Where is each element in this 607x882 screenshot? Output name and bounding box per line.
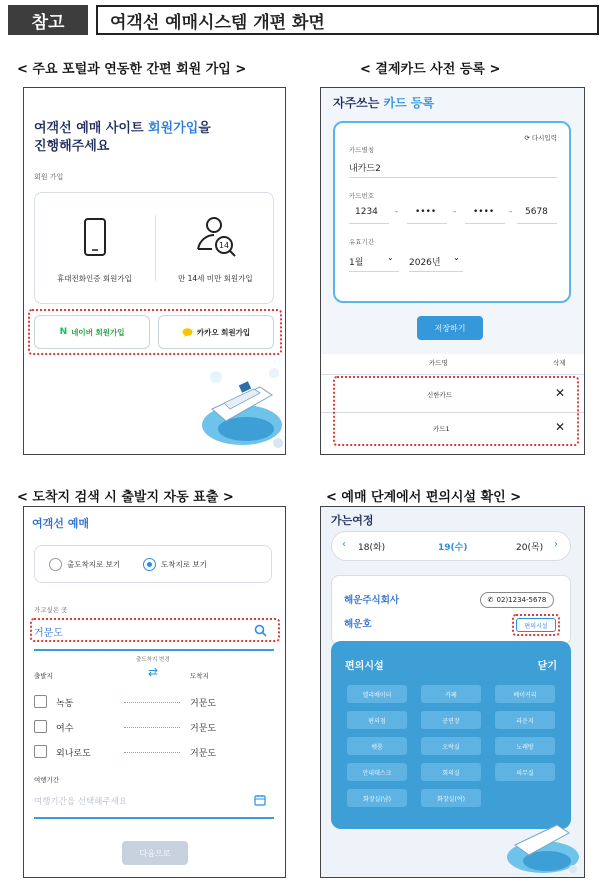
kakao-icon bbox=[182, 328, 193, 337]
swap-icon[interactable]: ⇄ bbox=[148, 665, 159, 679]
naver-icon: N bbox=[59, 327, 68, 337]
route-view-radio[interactable] bbox=[49, 558, 62, 571]
card-register-title: 자주쓰는 카드 등록 bbox=[333, 96, 435, 110]
signup-screen bbox=[23, 87, 286, 455]
expiry-label: 유효기간 bbox=[349, 238, 375, 246]
next-date[interactable]: 20(목) bbox=[516, 543, 544, 553]
reset-button[interactable]: ⟳ 다시입력 bbox=[524, 133, 557, 142]
facility-chip: 의무실 bbox=[495, 763, 555, 781]
card-number-3[interactable]: •••• bbox=[473, 207, 495, 217]
chevron-down-icon: ⌄ bbox=[453, 253, 460, 262]
prev-date[interactable]: 18(화) bbox=[358, 543, 386, 553]
signup-options-box bbox=[34, 192, 274, 304]
delete-icon[interactable]: ✕ bbox=[555, 386, 566, 400]
route-row[interactable]: 녹동 거문도 bbox=[24, 691, 286, 717]
number-label: 카드번호 bbox=[349, 192, 375, 200]
card-register-screen bbox=[320, 87, 585, 455]
ship-illustration bbox=[194, 363, 284, 451]
card-number-1[interactable]: 1234 bbox=[355, 207, 378, 217]
facility-chip: 화장실(남) bbox=[347, 789, 407, 807]
refresh-icon: ⟳ bbox=[524, 133, 530, 142]
facility-chip: 라운지 bbox=[495, 711, 555, 729]
card-row[interactable]: 신한카드 ✕ bbox=[427, 386, 566, 400]
company-name: 해운주식회사 bbox=[344, 595, 400, 606]
phone-signup-label: 휴대전화인증 회원가입 bbox=[57, 274, 132, 283]
next-date-icon[interactable]: › bbox=[554, 539, 558, 550]
card-number-2[interactable]: •••• bbox=[415, 207, 437, 217]
phone-button[interactable]: ✆ 02)1234-5678 bbox=[480, 592, 554, 608]
card-list-highlight bbox=[333, 376, 579, 446]
period-label: 여행기간 bbox=[34, 776, 60, 784]
route-row[interactable]: 여수 거문도 bbox=[24, 716, 286, 742]
alias-input[interactable]: 내카드2 bbox=[349, 164, 381, 174]
signup-heading: 여객선 예매 사이트 회원가입을 진행해주세요 bbox=[34, 121, 211, 154]
facility-chip: 안내데스크 bbox=[347, 763, 407, 781]
expiry-year-select[interactable]: 2026년 bbox=[409, 258, 441, 268]
prev-date-icon[interactable]: ‹ bbox=[342, 539, 346, 550]
period-input[interactable]: 여행기간을 선택해주세요 bbox=[34, 797, 128, 807]
facility-chip: 편의점 bbox=[347, 711, 407, 729]
route-checkbox[interactable] bbox=[34, 695, 47, 708]
expiry-month-select[interactable]: 1월 bbox=[349, 258, 364, 268]
facility-chip: 노래방 bbox=[495, 737, 555, 755]
facility-chip: 회의실 bbox=[421, 763, 481, 781]
search-icon[interactable] bbox=[254, 624, 267, 637]
booking-title: 여객선 예매 bbox=[32, 517, 89, 530]
close-button[interactable]: 닫기 bbox=[537, 661, 557, 672]
section-title-signup: < 주요 포털과 연동한 간편 회원 가입 > bbox=[17, 62, 247, 77]
section-title-destination: < 도착지 검색 시 출발지 자동 표출 > bbox=[17, 490, 234, 505]
route-checkbox[interactable] bbox=[34, 720, 47, 733]
facility-popup-title: 편의시설 bbox=[345, 661, 384, 672]
from-label: 출발지 bbox=[34, 672, 53, 680]
phone-icon bbox=[83, 217, 107, 257]
route-checkbox[interactable] bbox=[34, 745, 47, 758]
date-selector bbox=[331, 531, 571, 561]
facility-chip: 카페 bbox=[421, 685, 481, 703]
next-button[interactable]: 다음으로 bbox=[122, 841, 188, 865]
to-label: 도착지 bbox=[190, 672, 209, 680]
ship-illustration bbox=[501, 807, 581, 877]
chevron-down-icon: ⌄ bbox=[387, 253, 394, 262]
facility-chip: 오락실 bbox=[421, 737, 481, 755]
facility-chip: 베이커리 bbox=[495, 685, 555, 703]
section-title-facility: < 예매 단계에서 편의시설 확인 > bbox=[326, 490, 522, 505]
facility-screen bbox=[320, 506, 585, 878]
route-row[interactable]: 외나로도 거문도 bbox=[24, 741, 286, 767]
ship-card bbox=[331, 575, 571, 645]
card-row[interactable]: 카드1 ✕ bbox=[433, 420, 566, 434]
save-button[interactable]: 저장하기 bbox=[417, 316, 483, 340]
destination-search-screen bbox=[23, 506, 286, 878]
facility-button[interactable]: 편의시설 bbox=[516, 618, 556, 632]
under14-signup-label: 만 14세 미만 회원가입 bbox=[178, 274, 253, 283]
phone-signup-option[interactable] bbox=[35, 193, 155, 305]
destination-label: 가고싶은 곳 bbox=[34, 606, 68, 614]
phone-icon: ✆ bbox=[487, 596, 494, 604]
card-form: ⟳ 다시입력 카드별칭 내카드2 카드번호 1234 - •••• - •••• - 5678 유효기간 1월 ⌄ 2026년 ⌄ bbox=[333, 121, 571, 303]
facility-chip: 엘리베이터 bbox=[347, 685, 407, 703]
svg-text:14: 14 bbox=[218, 241, 230, 250]
card-name-header: 카드명 bbox=[429, 359, 448, 367]
facility-chip: 펫룸 bbox=[347, 737, 407, 755]
card-number-4[interactable]: 5678 bbox=[525, 207, 548, 217]
delete-icon[interactable]: ✕ bbox=[555, 420, 566, 434]
kakao-signup-button[interactable]: 카카오 회원가입 bbox=[158, 315, 274, 349]
destination-input[interactable]: 거문도 bbox=[34, 628, 63, 639]
calendar-icon[interactable] bbox=[254, 794, 266, 806]
under14-signup-option[interactable] bbox=[156, 193, 275, 305]
destination-highlight bbox=[30, 618, 280, 642]
naver-signup-button[interactable]: N 네이버 회원가입 bbox=[34, 315, 150, 349]
child-user-icon bbox=[194, 215, 238, 259]
facility-chip: 공연장 bbox=[421, 711, 481, 729]
view-mode-box: 출도착지로 보기 도착지로 보기 bbox=[34, 545, 272, 583]
destination-view-radio[interactable] bbox=[143, 558, 156, 571]
ship-name: 해운호 bbox=[344, 619, 372, 630]
facility-chip: 화장실(여) bbox=[421, 789, 481, 807]
page-title: 여객선 예매시스템 개편 화면 bbox=[96, 5, 599, 35]
outbound-title: 가는여정 bbox=[331, 514, 374, 527]
alias-label: 카드별칭 bbox=[349, 146, 375, 154]
facility-popup bbox=[331, 641, 571, 829]
delete-header: 삭제 bbox=[553, 359, 566, 367]
swap-label: 출도착지 변경 bbox=[136, 657, 170, 663]
facility-button-highlight bbox=[512, 614, 560, 636]
reference-badge: 참고 bbox=[8, 5, 88, 35]
current-date[interactable]: 19(수) bbox=[438, 543, 468, 553]
section-title-card: < 결제카드 사전 등록 > bbox=[360, 62, 501, 77]
signup-subtitle: 회원 가입 bbox=[34, 173, 64, 181]
